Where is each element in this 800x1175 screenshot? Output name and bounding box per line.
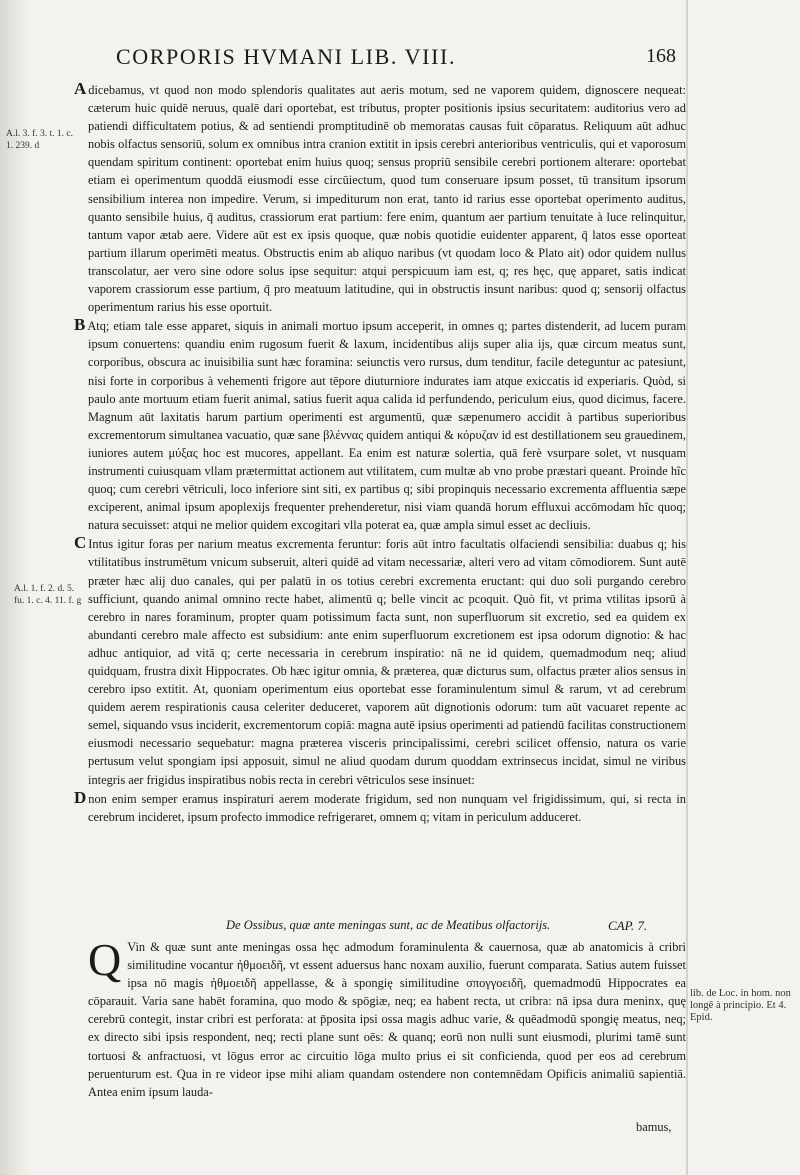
page-header [108,44,688,74]
section-letter: C [74,533,87,553]
margin-note: A.l. 3. f. 3. t. 1. c. 1. 239. d [6,129,74,151]
chapter-paragraph: Vin & quæ sunt ante meningas ossa hęc admodum foraminulenta & cauernosa, quæ ab anatomicis à cribri similitudine vocantur ἠθμοειδῆ, vt essent aduersus hanc noxam auxilio, fuerunt comparata. Satius autem fuisset ipsa nō magis ἠθμοειδῆ appellasse, & à spongię similitudine σπογγοειδῆ, quemadmodū Hippocrates ea cōparauit. Varia sane habēt foramina, quo modo & spōgiæ, neq; ea habent recta, ut cribra: nā ipsa dura meninx, quę cerebrū contegit, instar cribri est perforata: at p̄posita ipsi ossa magis adhuc varie, & quēadmodū spongię meatus, neq; ex directo sibi ipsis respondent, neq; recti plane sunt oēs: & quanq; eorū non nulli sunt eiusmodi, plurimi tamē sunt tortuosi & anfractuosi, vt lōgus error ac circuitio lōga multo prius ei sit conficienda, quod per eos ad cerebrum peruenturum est. Qua in re videor ipse mihi aliam quandam ostendere non contemnēdam Opificis animaliū sapientiā. Antea enim ipsum lauda- [88,940,686,1099]
paragraph-text: non enim semper eramus inspiraturi aerem moderate frigidum, sed non nunquam vel frigidissimum, qui, si recta in cerebrum incideret, ipsum profecto immodice refrigeraret, omnem q; vitam in periculum adduceret. [88,791,686,824]
section-letter: D [74,787,87,807]
running-title: CORPORIS HVMANI LIB. VIII. [116,44,457,69]
page-number: 168 [646,45,676,67]
section-letter: B [74,315,86,335]
page-fold [686,0,688,1175]
paragraph-d [74,787,686,826]
chapter-label: CAP. 7. [608,918,648,933]
paragraph-text: Atq; etiam tale esse apparet, siquis in animali mortuo ipsum acceperit, in omnes q; partes distenderit, ad lucem puram ipsum conuertens: quandiu enim rugosum fuerit & laxum, incidentibus alijs super alia ijs, quæ circum meatus sunt, corporibus, obscura ac inuisibilia sunt hæc foramina: seiunctis vero rursus, dum tenditur, facile deteguntur ac patesiunt, nisi forte in corporibus à vehementi frigore aut tēpore diuturniore indurates iam atque exiccatis id experiaris. Quòd, si paulo ante mortuum etiam fuerit animal, satius fuerit aqua calida id perfundendo, periculum eius, quod dicimus, facere. Magnum aūt laxitatis harum partium operimenti est argumentū, quæ sæpenumero accidit à partibus superioribus excrementorum simultanea vacuatio, quæ sane βλέννας quidem antiqui & κόρυζαν id est destillationem seu grauedinem, iuniores autem μύξας hoc est mucores, appellant. Ea enim est naturæ solertia, quā ferè vsurpare solet, vt nusquam instrumenti cuiusquam vllam prætermittat actionem aut vtilitatem, cum multæ ab vno probe præstari queant. Proinde hîc quoq; cum cerebri vētriculi, loco inferiore sint siti, ex partibus q; sibi propinquis necessario excrementa affluentia sæpe exciperent, animal ipsum apoplexijs frequenter prehenderetur, nisi viam quandā horum effluxui accōmodam hîc quoq; natura secuisset: atqui ne melior quidem excogitari vlla poterat ea, quæ ampla simul esset ac decliuis. [87,319,686,533]
closing-word: bamus, [636,1120,672,1134]
drop-cap: Q [88,934,122,985]
chapter-heading: De Ossibus, quæ ante meningas sunt, ac de Meatibus olfactorijs. [226,918,551,932]
section-letter: A [74,79,87,98]
margin-note: A.l. 1. f. 2. d. 5. fu. 1. c. 4. 11. f. g [14,584,82,606]
margin-note: lib. de Loc. in hom. non longē à principio. Et 4. Epid. [690,988,791,1023]
paragraph-b [74,315,686,534]
chapter-text [88,934,686,1101]
paragraph-text: Intus igitur foras per narium meatus excrementa feruntur: foris aūt intro facultatis olfaciendi sensibilia: duabus q; his vtilitatibus instrumētum vnicum subseruit, alteri quidē ad vitam necessariæ, alteri vero ad vitam cōmodiorem. Sunt autē præter hæc alij duo canales, qui per palatū in os totius cerebri excrementa eructant: qui duo soli purgando cerebro sufficiunt, quando animal omnino recte habet, alimentū q; belle vincit ac pcoquit. Quò fit, vt prima vtilitas ipsorū à cerebro in nares foraminum, propter quam potissimum facta sunt, non superfluorum sit excretio, sed ea quidem ex abundanti cerebro male affecto est subsidium: ante enim superfluorum excretionem est ipsa odorum dignotio: & hac adhuc antiquior, ad vitā q; certe necessaria in cerebrum inspiratio: nā ne id quidem, quemadmodum neq; aliud quidquam, frustra dixit Hippocrates. Ob hæc igitur omnia, & præterea, quæ dicturus sum, olfactus præter alios sensus in cerebro ipso extitit. At, quoniam operimentum eius oportebat esse foraminulentum simul & rarum, vt ad cerebrum quidem aerem respirationis causa celeriter deduceret, vaporem aūt dignotionis odorum: tum aūt vacuaret repente ac semel, siquando vsus inciderit, excrementorum copiā: magna autē ipsius operimenti ad patiendū facilitas constructionem eiusmodi necessario sequebatur: magna præterea visceris principalissimi, cerebri scilicet offensio, natura os varie pertusum velut spongiam ipsi apposuit, simul ne aliud quodam durum quoddam extrinsecus incidat, simul ne viribus integris aer frigidus inspiratibus nobis recta in cerebri vētriculos sese insinuet: [88,537,686,787]
paragraph-c [74,533,686,788]
paragraph-a [74,79,686,316]
paragraph-text: dicebamus, vt quod non modo splendoris qualitates aut aeris motum, sed ne vaporem quidem, dignoscere nequeat: cæterum huic quidē neruus, qualē dari oportebat, est tributus, propter positionis ipsius securitatem: auditorius vero ad patiendi difficultatem potius, & ad sentiendi promptitudinē ob memoratas causas fuit cōparatus. Reliquum aūt adhuc nobis olfactus sensoriū, solum ex omnibus intra cranion extitit in ipsis cerebri anterioribus ventriculis, qui et vaporosum quendam spiritum continent: oportebat enim huius quoq; sensus propriū sensibile cerebri portionem alterare: oportebat etiam ei operimentum quoddā eiusmodi esse circūiectum, quod tum conseruare ipsum posset, tū transitum ipsorum sensibilium interea non impedire. Verum, si impediturum non erat, tanto id rarius esse oportebat operimento auditus, quanto sensibile huius, q̄ auditus, crassiorum erat partium: fere enim, quantum aer partium tenuitate à luce relinquitur, tantum vapor ætab aere. Videre aūt est ex ipsis quoque, quæ nobis quotidie euidenter apparent, q̄ latos esse oporteat partium illarum operimēti meatus. Obstructis enim ab aliquo naribus (vt quodam loco & Plato ait) odor quidem nullus transcolatur, aer vero sine odore solus ipse sequitur: atqui perspicuum iam est, q; res hęc, quę apparet, satis indicat vaporem crassiorum esse partium, q̄ pro meatuum latitudine, qui in obstructis insunt naribus: quod q; sensorij olfactus operimentum rarius his esse oportuit. [88,83,686,315]
main-text [74,79,686,826]
